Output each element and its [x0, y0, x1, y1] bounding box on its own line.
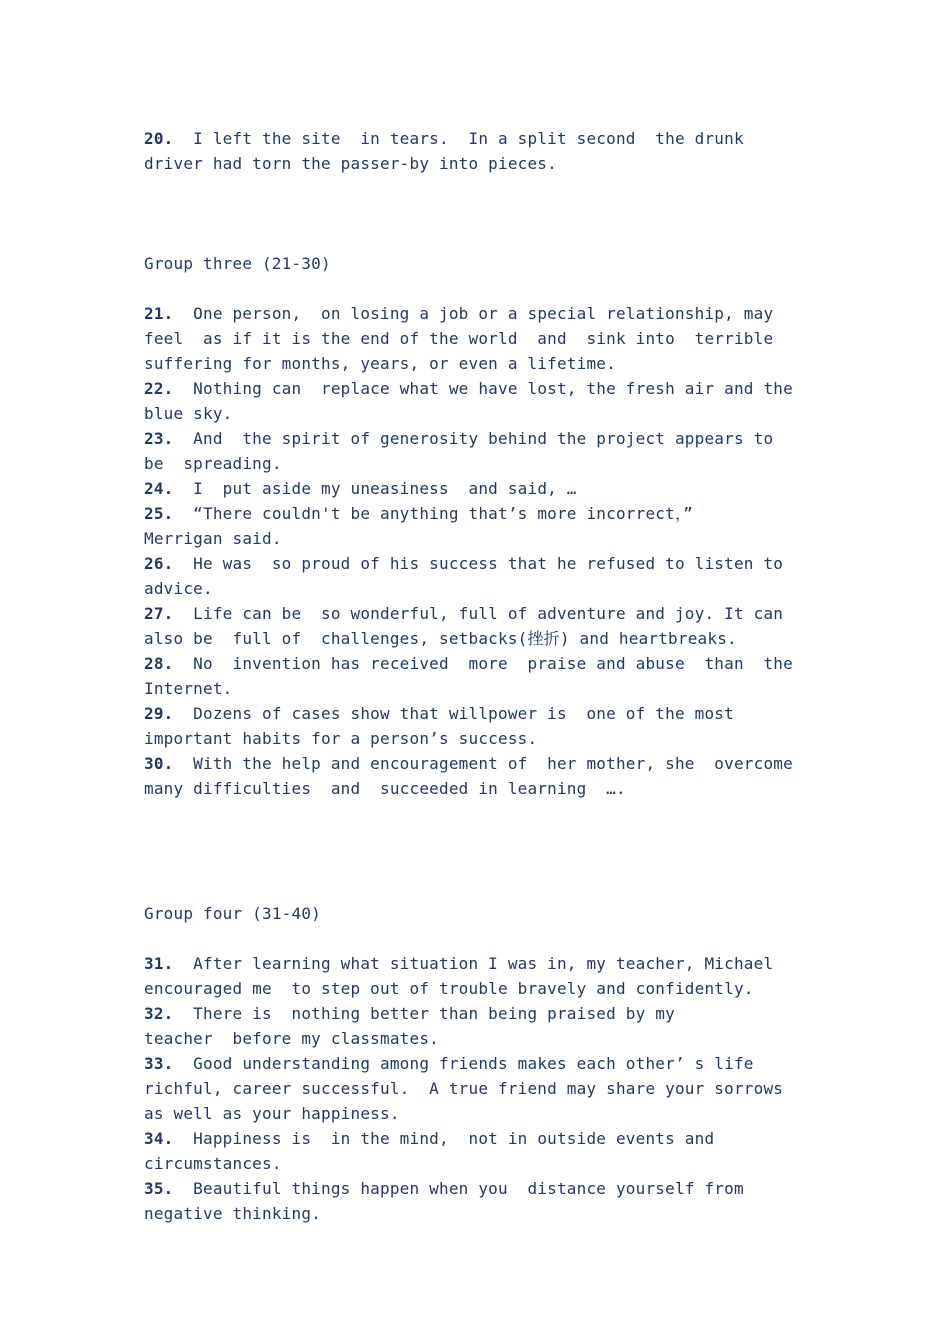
group-four-heading: Group four (31-40) — [144, 904, 321, 923]
list-item-29 — [144, 701, 824, 751]
item-text: With the help and encouragement of her mother, she overcome many difficulties and succeeded in learning …. — [144, 754, 793, 798]
item-text: Good understanding among friends makes each other’ s life richful, career successful. A true friend may share your sorrows as well as your happiness. — [144, 1054, 784, 1123]
item-text: He was so proud of his success that he refused to listen to advice. — [144, 554, 784, 598]
item-number: 26. — [144, 554, 174, 573]
list-item-20 — [144, 126, 824, 176]
item-text: Dozens of cases show that willpower is one of the most important habits for a person’s success. — [144, 704, 734, 748]
item-text: Life can be so wonderful, full of adventure and joy. It can also be full of challenges, setbacks(挫折) and heartbreaks. — [144, 604, 784, 648]
list-item-26 — [144, 551, 824, 601]
item-number: 33. — [144, 1054, 174, 1073]
item-number: 35. — [144, 1179, 174, 1198]
list-item-33 — [144, 1051, 824, 1126]
item-text: I put aside my uneasiness and said, … — [173, 479, 577, 498]
list-item-30 — [144, 751, 824, 801]
document-page — [144, 126, 824, 1226]
item-text: Nothing can replace what we have lost, the fresh air and the blue sky. — [144, 379, 793, 423]
spacer — [144, 801, 824, 901]
item-text: One person, on losing a job or a special relationship, may feel as if it is the end of the world and sink into terrible suffering for months, years, or even a lifetime. — [144, 304, 774, 373]
item-text: Beautiful things happen when you distance yourself from negative thinking. — [144, 1179, 744, 1223]
item-number: 25. — [144, 504, 174, 523]
list-item-28 — [144, 651, 824, 701]
group-three-heading: Group three (21-30) — [144, 254, 331, 273]
list-item-21 — [144, 301, 824, 376]
spacer — [144, 926, 824, 951]
item-text: And the spirit of generosity behind the project appears to be spreading. — [144, 429, 774, 473]
item-number: 21. — [144, 304, 174, 323]
item-text: “There couldn't be anything that’s more incorrect，” Merrigan said. — [144, 504, 694, 548]
item-number: 28. — [144, 654, 174, 673]
list-item-24 — [144, 476, 824, 501]
list-item-25 — [144, 501, 824, 551]
list-item-22 — [144, 376, 824, 426]
item-number: 30. — [144, 754, 174, 773]
list-item-34 — [144, 1126, 824, 1176]
item-number: 32. — [144, 1004, 174, 1023]
item-number: 22. — [144, 379, 174, 398]
list-item-35 — [144, 1176, 824, 1226]
item-number: 31. — [144, 954, 174, 973]
list-item-27 — [144, 601, 824, 651]
list-item-32 — [144, 1001, 824, 1051]
item-text: Happiness is in the mind, not in outside events and circumstances. — [144, 1129, 715, 1173]
list-item-31 — [144, 951, 824, 1001]
item-text: After learning what situation I was in, my teacher, Michael encouraged me to step out of trouble bravely and confidently. — [144, 954, 774, 998]
list-item-23 — [144, 426, 824, 476]
item-text: No invention has received more praise and abuse than the Internet. — [144, 654, 793, 698]
item-number: 27. — [144, 604, 174, 623]
item-text: There is nothing better than being praised by my teacher before my classmates. — [144, 1004, 675, 1048]
item-number: 23. — [144, 429, 174, 448]
item-number: 20. — [144, 129, 174, 148]
spacer — [144, 176, 824, 251]
spacer — [144, 276, 824, 301]
item-text: I left the site in tears. In a split second the drunk driver had torn the passer-by into pieces. — [144, 129, 744, 173]
item-number: 34. — [144, 1129, 174, 1148]
item-number: 24. — [144, 479, 174, 498]
item-number: 29. — [144, 704, 174, 723]
